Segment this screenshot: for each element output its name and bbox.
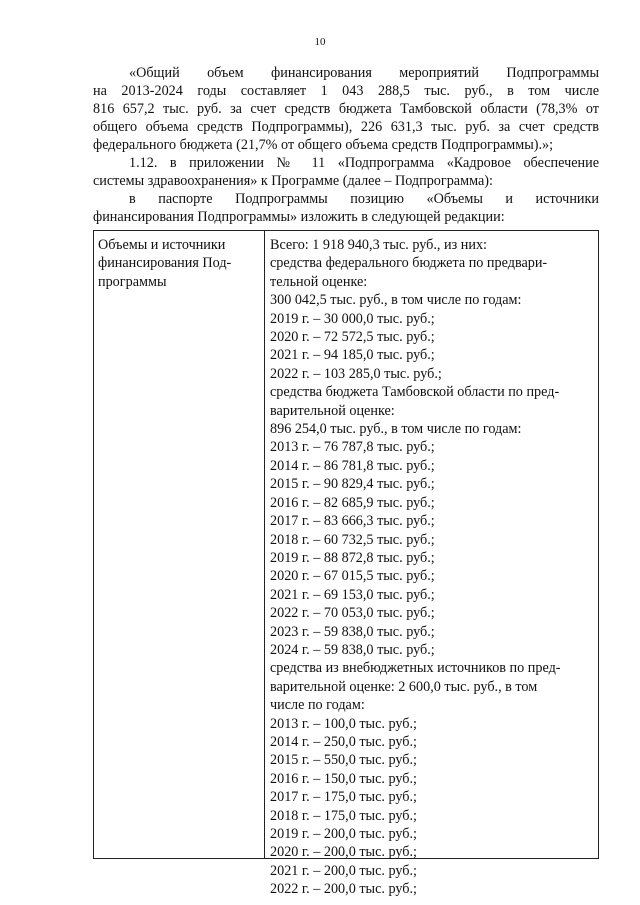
cell-line: 2022 г. – 70 053,0 тыс. руб.;	[270, 605, 435, 622]
cell-line: 2022 г. – 200,0 тыс. руб.;	[270, 881, 417, 898]
cell-line: числе по годам:	[270, 697, 365, 714]
cell-line: 2015 г. – 90 829,4 тыс. руб.;	[270, 476, 435, 493]
cell-line: 2016 г. – 150,0 тыс. руб.;	[270, 770, 417, 787]
paragraph-passport	[93, 190, 599, 226]
table-cell-header	[98, 236, 258, 291]
cell-line: средства из внебюджетных источников по пред-	[270, 660, 561, 677]
paragraph-annex-11	[93, 154, 599, 190]
table-cell-values	[270, 236, 598, 899]
cell-line: 2021 г. – 94 185,0 тыс. руб.;	[270, 347, 435, 364]
cell-line: 2013 г. – 76 787,8 тыс. руб.;	[270, 439, 435, 456]
cell-line: 2018 г. – 60 732,5 тыс. руб.;	[270, 531, 435, 548]
paragraph-line: в паспорте Подпрограммы позицию «Объемы и источники	[129, 191, 599, 207]
financing-table	[93, 230, 599, 898]
cell-line: 2022 г. – 103 285,0 тыс. руб.;	[270, 365, 442, 382]
cell-line: средства бюджета Тамбовской области по пред-	[270, 384, 560, 401]
paragraph-line: общего объема средств Подпрограммы), 226 631,3 тыс. руб. за счет средств	[93, 119, 599, 135]
paragraph-line: 1.12. в приложении № 11 «Подпрограмма «Кадровое обеспечение	[129, 155, 599, 171]
page-number: 10	[314, 36, 326, 48]
cell-line: варительной оценке: 2 600,0 тыс. руб., в том	[270, 678, 538, 695]
cell-line: варительной оценке:	[270, 402, 395, 419]
cell-line: 2020 г. – 67 015,5 тыс. руб.;	[270, 568, 435, 585]
paragraph-line: федерального бюджета (21,7% от общего объема средств Подпрограммы).»;	[93, 137, 554, 153]
cell-line: 2014 г. – 86 781,8 тыс. руб.;	[270, 457, 435, 474]
cell-line: 2023 г. – 59 838,0 тыс. руб.;	[270, 623, 435, 640]
cell-line: программы	[98, 273, 167, 290]
cell-line: 2021 г. – 200,0 тыс. руб.;	[270, 862, 417, 879]
cell-line: 2019 г. – 30 000,0 тыс. руб.;	[270, 310, 435, 327]
cell-line: 2015 г. – 550,0 тыс. руб.;	[270, 752, 417, 769]
paragraph-line: системы здравоохранения» к Программе (далее – Подпрограмма):	[93, 173, 493, 189]
cell-line: Всего: 1 918 940,3 тыс. руб., из них:	[270, 237, 487, 253]
paragraph-line: «Общий объем финансирования мероприятий Подпрограммы	[129, 65, 599, 81]
cell-line: тельной оценке:	[270, 273, 368, 290]
cell-line: 2020 г. – 72 572,5 тыс. руб.;	[270, 329, 435, 346]
cell-line: 2021 г. – 69 153,0 тыс. руб.;	[270, 586, 435, 603]
cell-line: 2020 г. – 200,0 тыс. руб.;	[270, 844, 417, 861]
cell-line: 2016 г. – 82 685,9 тыс. руб.;	[270, 494, 435, 511]
cell-line: 2018 г. – 175,0 тыс. руб.;	[270, 807, 417, 824]
cell-line: 2024 г. – 59 838,0 тыс. руб.;	[270, 641, 435, 658]
paragraph-total-financing	[93, 64, 599, 154]
cell-line: 2017 г. – 175,0 тыс. руб.;	[270, 789, 417, 806]
column-divider	[264, 231, 265, 858]
cell-line: 2013 г. – 100,0 тыс. руб.;	[270, 715, 417, 732]
paragraph-line: на 2013-2024 годы составляет 1 043 288,5 тыс. руб., в том числе	[93, 83, 599, 99]
cell-line: финансирования Под-	[98, 255, 232, 272]
paragraph-line: 816 657,2 тыс. руб. за счет средств бюджета Тамбовской области (78,3% от	[93, 101, 599, 117]
cell-line: Объемы и источники	[98, 237, 226, 253]
cell-line: 2019 г. – 88 872,8 тыс. руб.;	[270, 549, 435, 566]
cell-line: 2017 г. – 83 666,3 тыс. руб.;	[270, 513, 435, 530]
cell-line: 896 254,0 тыс. руб., в том числе по годам:	[270, 421, 522, 438]
cell-line: 2014 г. – 250,0 тыс. руб.;	[270, 733, 417, 750]
cell-line: средства федерального бюджета по предвари-	[270, 255, 548, 272]
cell-line: 300 042,5 тыс. руб., в том числе по годам:	[270, 292, 522, 309]
paragraph-line: финансирования Подпрограммы» изложить в следующей редакции:	[93, 209, 505, 225]
cell-line: 2019 г. – 200,0 тыс. руб.;	[270, 826, 417, 842]
